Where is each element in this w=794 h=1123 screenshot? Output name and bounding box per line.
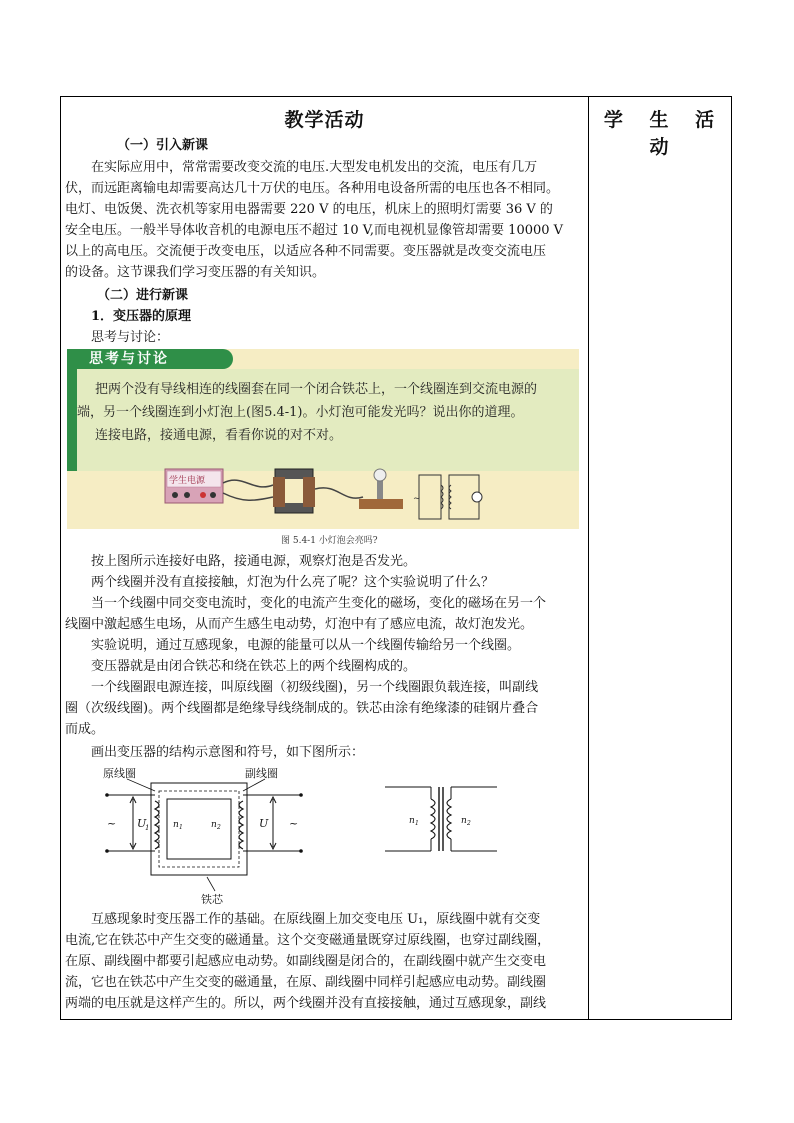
paragraph-line: 的设备。这节课我们学习变压器的有关知识。	[65, 265, 326, 280]
n2-label: n	[211, 820, 217, 830]
power-supply-label: 学生电源	[169, 476, 206, 486]
discussion-prompt: 思考与讨论：	[91, 330, 170, 345]
core-label: 铁芯	[201, 893, 223, 906]
paragraph-line: 电灯、电饭煲、洗衣机等家用电器需要 220 V 的电压，机床上的照明灯需要 36 V 的	[65, 202, 553, 217]
svg-text:~: ~	[413, 494, 421, 504]
paragraph-line: 按上图所示连接好电路，接通电源，观察灯泡是否发光。	[91, 554, 417, 569]
svg-text:1: 1	[415, 820, 419, 827]
paragraph-line: 圈（次级线圈)。两个线圈都是绝缘导线绕制成的。铁芯由涂有绝缘漆的硅钢片叠合	[65, 701, 539, 716]
paragraph-line: 在实际应用中，常常需要改变交流的电压.大型发电机发出的交流，电压有几万	[91, 160, 538, 175]
paragraph-line: 伏，而远距离输电却需要高达几十万伏的电压。各种用电设备所需的电压也各不相同。	[65, 181, 560, 196]
teaching-activity-column	[61, 97, 588, 1019]
svg-text:1: 1	[145, 824, 150, 832]
paragraph-line: 流，它也在铁芯中产生交变的磁通量，在原、副线圈中同样引起感应电动势。副线圈	[65, 975, 547, 990]
paragraph-line: 画出变压器的结构示意图和符号，如下图所示：	[91, 745, 365, 760]
paragraph-line: 而成。	[65, 722, 105, 737]
svg-text:1: 1	[179, 824, 183, 831]
teaching-activity-header: 教学活动	[284, 109, 365, 131]
textbook-line: 把两个没有导线相连的线圈套在同一个闭合铁芯上，一个线圈连到交流电源的	[95, 382, 538, 397]
paragraph-line: 当一个线圈中同交变电流时，变化的电流产生变化的磁场，变化的磁场在另一个	[91, 596, 547, 611]
paragraph-line: 实验说明，通过互感现象，电源的能量可以从一个线圈传输给另一个线圈。	[91, 638, 521, 653]
section2-heading: （二）进行新课	[97, 288, 189, 303]
transformer-diagram	[97, 765, 547, 907]
paragraph-line: 电流,它在铁芯中产生交变的磁通量。这个交变磁通量既穿过原线圈，也穿过副线圈，	[65, 933, 551, 948]
textbook-line: 连接电路，接通电源，看看你说的对不对。	[95, 428, 343, 443]
subsection-heading: 1．变压器的原理	[91, 309, 192, 324]
svg-text:2: 2	[217, 824, 221, 831]
n1-label: n	[173, 820, 179, 830]
paragraph-line: 互感现象时变压器工作的基础。在原线圈上加交变电压 U₁，原线圈中就有交变	[91, 912, 541, 927]
paragraph-line: 在原、副线圈中都要引起感应电动势。如副线圈是闭合的，在副线圈中就产生交变电	[65, 954, 547, 969]
section1-heading: （一）引入新课	[117, 138, 209, 153]
ac-symbol-right: ~	[289, 817, 299, 830]
lesson-table	[60, 96, 732, 1020]
textbook-line: 端，另一个线圈连到小灯泡上(图5.4-1)。小灯泡可能发光吗？说出你的道理。	[77, 405, 524, 420]
ac-symbol-left: ~	[107, 817, 117, 830]
paragraph-line: 以上的高电压。交流便于改变电压，以适应各种不同需要。变压器就是改变交流电压	[65, 244, 547, 259]
paragraph-line: 一个线圈跟电源连接，叫原线圈（初级线圈)，另一个线圈跟负载连接，叫副线	[91, 680, 539, 695]
symbol-n2-label: n	[461, 816, 467, 826]
svg-text:2: 2	[467, 820, 471, 827]
paragraph-line: 两端的电压就是这样产生的。所以，两个线圈并没有直接接触，通过互感现象，副线	[65, 996, 547, 1011]
textbook-excerpt	[67, 349, 579, 529]
paragraph-line: 两个线圈并没有直接接触，灯泡为什么亮了呢？这个实验说明了什么？	[91, 575, 495, 590]
primary-coil-label: 原线圈	[103, 767, 136, 780]
secondary-coil-label: 副线圈	[245, 767, 278, 780]
paragraph-line: 变压器就是由闭合铁芯和绕在铁芯上的两个线圈构成的。	[91, 659, 417, 674]
experiment-photo	[163, 463, 483, 529]
textbook-header: 思考与讨论	[67, 349, 233, 369]
student-activity-header: 学 生 活 动	[603, 109, 725, 158]
u2-label: U	[259, 817, 269, 830]
paragraph-line: 安全电压。一般半导体收音机的电源电压不超过 10 V,而电视机显像管却需要 10000 V	[65, 223, 564, 238]
paragraph-line: 线圈中激起感生电场，从而产生感生电动势，灯泡中有了感应电流，故灯泡发光。	[65, 617, 534, 632]
symbol-n1-label: n	[409, 816, 415, 826]
figure-caption: 图 5.4-1 小灯泡会亮吗?	[281, 536, 378, 546]
u1-label: U	[137, 817, 147, 830]
column-divider	[588, 97, 589, 1019]
